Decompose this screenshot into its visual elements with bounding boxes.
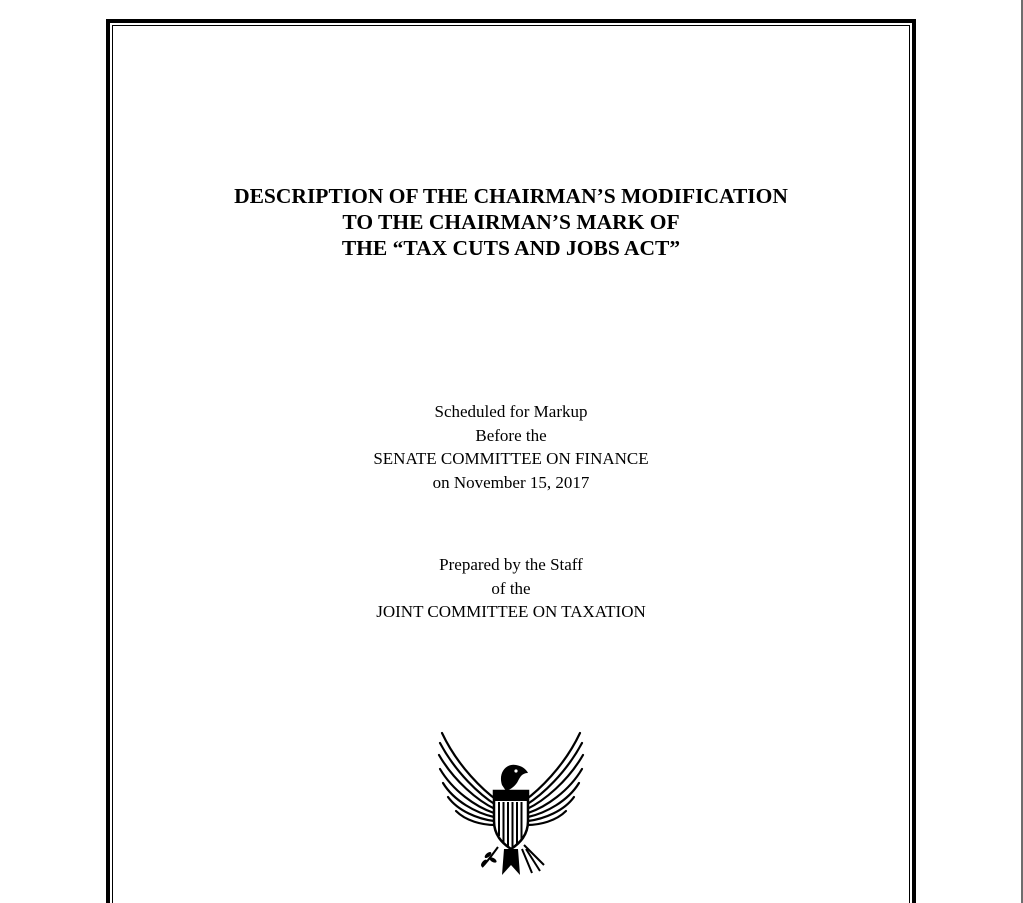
prepared-line-3: JOINT COMMITTEE ON TAXATION [376,602,646,621]
eagle-seal-icon [436,729,586,879]
document-page [106,19,916,903]
markup-schedule-block [110,400,912,494]
markup-line-2: Before the [475,425,547,445]
prepared-line-2: of the [491,578,531,598]
markup-line-3: SENATE COMMITTEE ON FINANCE [373,449,649,468]
prepared-by-block [110,553,912,624]
prepared-line-1: Prepared by the Staff [439,555,583,574]
markup-line-4: on November 15, 2017 [432,472,590,492]
markup-line-1: Scheduled for Markup [434,402,588,421]
title-line-3: THE “TAX CUTS AND JOBS ACT” [341,236,681,260]
document-title [110,183,912,261]
title-line-2: TO THE CHAIRMAN’S MARK OF [342,210,680,234]
title-line-1: DESCRIPTION OF THE CHAIRMAN’S MODIFICATION [234,184,788,208]
